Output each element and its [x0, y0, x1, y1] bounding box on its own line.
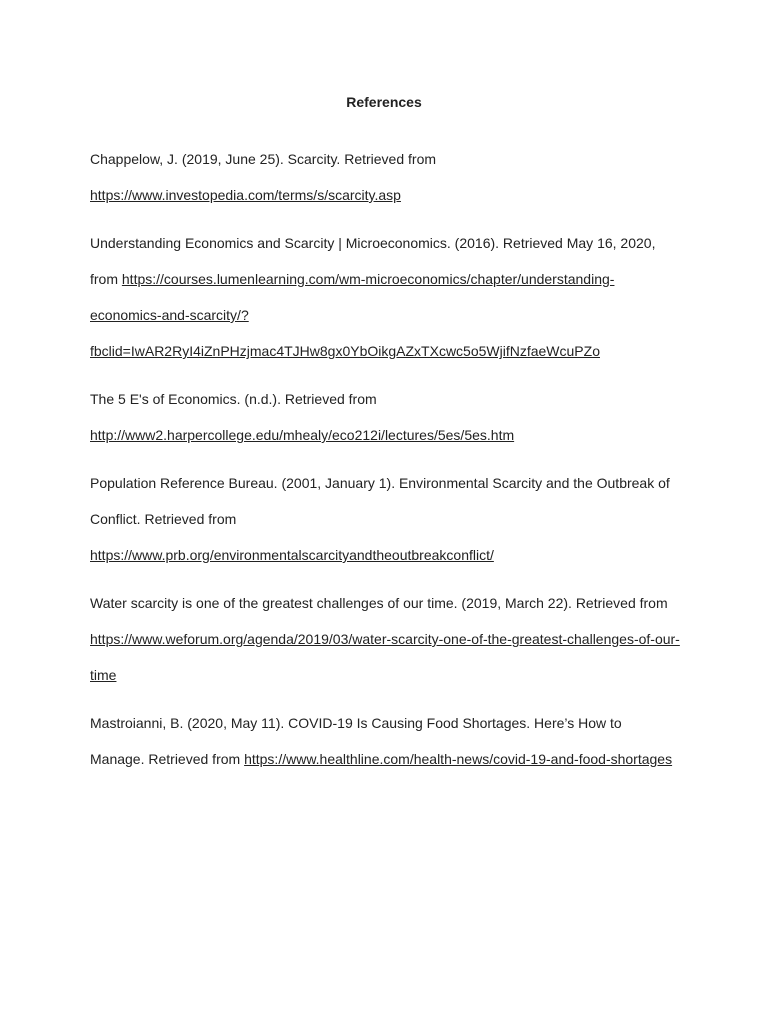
- reference-text: Understanding Economics and Scarcity | Microeconomics. (2016). Retrieved May 16, 2020, from: [90, 235, 656, 287]
- reference-item-6: [90, 705, 680, 777]
- reference-link[interactable]: https://www.prb.org/environmentalscarcityandtheoutbreakconflict/: [90, 547, 494, 563]
- reference-item-3: [90, 381, 680, 453]
- reference-text: Chappelow, J. (2019, June 25). Scarcity. Retrieved from: [90, 151, 437, 167]
- reference-list: [90, 141, 680, 789]
- reference-link[interactable]: https://www.healthline.com/health-news/covid-19-and-food-shortages: [244, 751, 673, 767]
- reference-item-2: [90, 225, 680, 369]
- reference-link[interactable]: https://courses.lumenlearning.com/wm-microeconomics/chapter/understanding-economics-and-scarcity/?fbclid=IwAR2RyI4iZnPHzjmac4TJHw8gx0YbOikgAZxTXcwc5o5WjifNzfaeWcuPZo: [90, 271, 615, 359]
- reference-text: Water scarcity is one of the greatest challenges of our time. (2019, March 22). Retrieved from: [90, 595, 668, 611]
- reference-link[interactable]: http://www2.harpercollege.edu/mhealy/eco212i/lectures/5es/5es.htm: [90, 427, 515, 443]
- reference-text: The 5 E's of Economics. (n.d.). Retrieved from: [90, 391, 377, 407]
- reference-link[interactable]: https://www.weforum.org/agenda/2019/03/water-scarcity-one-of-the-greatest-challenges-of-our-time: [90, 631, 680, 683]
- reference-item-4: [90, 465, 680, 573]
- reference-text: Mastroianni, B. (2020, May 11). COVID-19 Is Causing Food Shortages. Here’s How to Manage. Retrieved from: [90, 715, 622, 767]
- reference-link[interactable]: https://www.investopedia.com/terms/s/scarcity.asp: [90, 187, 401, 203]
- reference-text: Population Reference Bureau. (2001, January 1). Environmental Scarcity and the Outbreak of Conflict. Retrieved from: [90, 475, 670, 527]
- reference-item-5: [90, 585, 680, 693]
- reference-item-1: [90, 141, 680, 213]
- page-title: References: [346, 94, 422, 110]
